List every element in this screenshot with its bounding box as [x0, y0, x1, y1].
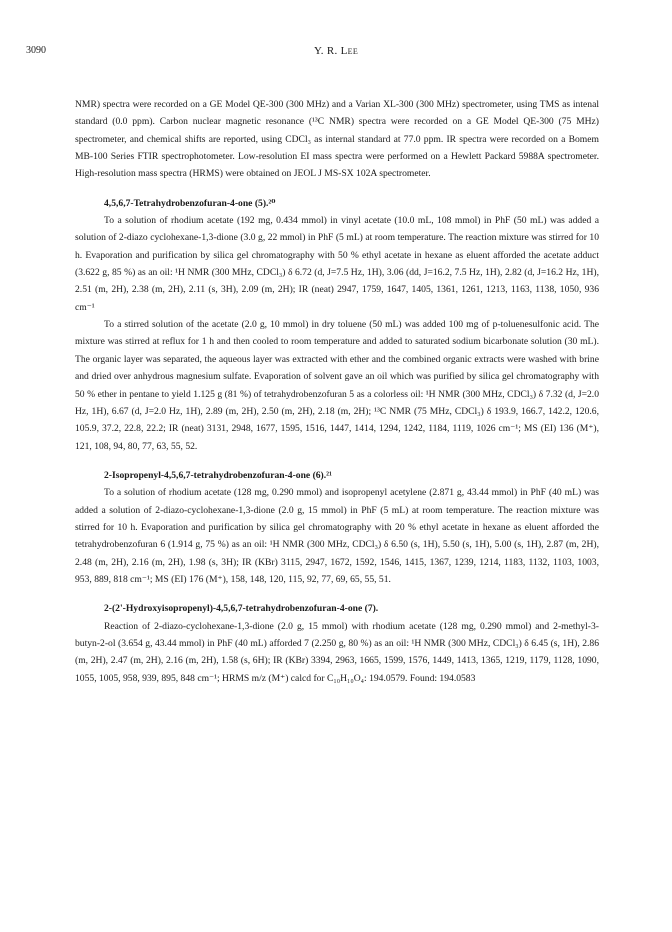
procedure-paragraph: To a solution of rhodium acetate (128 mg, 0.290 mmol) and isopropenyl acetylene (2.871 g, 43.44 mmol) in PhF (40 mL) was added a solution of 2-diazo-cyclohexane-1,3-dione (2.0 g, 15 mmol) in PhF (5 mL) at room temperature. The reaction mixture was stirred for 10 h. Evaporation and purification by silica gel chromatography with 20 % ethyl acetate in hexane as eluent afforded the tetrahydrobenzofuran 6 (1.914 g, 75 %) as an oil: ¹H NMR (300 MHz, CDCl₃) δ 6.50 (s, 1H), 5.50 (s, 1H), 5.00 (s, 1H), 2.87 (m, 2H), 2.48 (m, 2H), 2.16 (m, 2H), 1.98 (s, 3H); IR (KBr) 3115, 2947, 1672, 1592, 1546, 1415, 1367, 1239, 1214, 1183, 1132, 1103, 1003, 953, 889, 818 cm⁻¹; MS (EI) 176 (M⁺), 158, 148, 120, 115, 92, 77, 69, 65, 55, 51.: [75, 487, 599, 585]
procedure-paragraph: Reaction of 2-diazo-cyclohexane-1,3-dione (2.0 g, 15 mmol) with rhodium acetate (128 mg, 0.290 mmol) and 2-methyl-3-butyn-2-ol (3.654 g, 43.44 mmol) in PhF (40 mL) afforded 7 (2.250 g, 80 %) as an oil: ¹H NMR (300 MHz, CDCl₃) δ 6.45 (s, 1H), 2.86 (m, 2H), 2.47 (m, 2H), 2.16 (m, 2H), 1.58 (s, 6H); IR (KBr) 3394, 2963, 1665, 1599, 1576, 1449, 1413, 1365, 1219, 1179, 1128, 1090, 1055, 1005, 958, 939, 895, 848 cm⁻¹; HRMS m/z (M⁺) calcd for C₁₀H₁₀O₄: 194.0579. Found: 194.0583: [75, 620, 599, 684]
section-heading-6: 2-Isopropenyl-4,5,6,7-tetrahydrobenzofuran-4-one (6).²¹: [104, 469, 332, 481]
running-header: [26, 45, 646, 61]
section-heading-7: 2-(2'-Hydroxyisopropenyl)-4,5,6,7-tetrahydrobenzofuran-4-one (7).: [104, 603, 379, 615]
section-heading-5: 4,5,6,7-Tetrahydrobenzofuran-4-one (5).²⁰: [104, 197, 276, 209]
experimental-text: [75, 96, 599, 687]
procedure-paragraph: To a stirred solution of the acetate (2.0 g, 10 mmol) in dry toluene (50 mL) was added 100 mg of p-toluenesulfonic acid. The mixture was stirred at reflux for 1 h and then cooled to room temperature and added to saturated sodium bicarbonate solution (30 mL). The organic layer was separated, the aqueous layer was extracted with ether and the combined organic extracts were washed with brine and dried over anhydrous magnesium sulfate. Evaporation of solvent gave an oil which was purified by silica gel chromatography with 50 % ether in pentane to yield 1.125 g (81 %) of tetrahydrobenzofuran 5 as a colorless oil: ¹H NMR (300 MHz, CDCl₃) δ 7.32 (d, J=2.0 Hz, 1H), 6.67 (d, J=2.0 Hz, 1H), 2.89 (m, 2H), 2.50 (m, 2H), 2.18 (m, 2H); ¹³C NMR (75 MHz, CDCl₃) δ 193.9, 166.7, 142.2, 120.6, 105.9, 37.2, 22.8, 22.2; IR (neat) 3131, 2948, 1677, 1595, 1516, 1447, 1414, 1294, 1242, 1184, 1119, 1026 cm⁻¹; MS (EI) 136 (M⁺), 121, 108, 94, 80, 77, 63, 55, 52.: [75, 319, 599, 452]
procedure-paragraph: To a solution of rhodium acetate (192 mg, 0.434 mmol) in vinyl acetate (10.0 mL, 108 mmol) in PhF (50 mL) was added a solution of 2-diazo cyclohexane-1,3-dione (3.0 g, 22 mmol) in PhF (5 mL) at room temperature. The reaction mixture was stirred for 10 h. Evaporation and purification by silica gel chromatography with 50 % ethyl acetate in hexane as eluent afforded the acetate adduct (3.622 g, 85 %) as an oil: ¹H NMR (300 MHz, CDCl₃) δ 6.72 (d, J=7.5 Hz, 1H), 3.06 (dd, J=16.2, 7.5 Hz, 1H), 2.82 (d, J=16.2 Hz, 1H), 2.51 (m, 2H), 2.38 (m, 2H), 2.11 (s, 3H), 2.09 (m, 2H); IR (neat) 2947, 1759, 1647, 1405, 1361, 1261, 1213, 1163, 1138, 1050, 936 cm⁻¹: [75, 215, 599, 313]
page-number: 3090: [26, 45, 46, 56]
running-author: Y. R. Lee: [313, 45, 359, 57]
intro-paragraph: NMR) spectra were recorded on a GE Model QE-300 (300 MHz) and a Varian XL-300 (300 MHz) spectrometer, using TMS as intenal standard (0.0 ppm). Carbon nuclear magnetic resonance (¹³C NMR) spectra were recorded on a GE Model QE-300 (75 MHz) spectrometer, and chemical shifts are reported, using CDCl₃ as internal standard at 77.0 ppm. IR spectra were recorded on a Bomem MB-100 Series FTIR spectrophotometer. Low-resolution EI mass spectra were performed on a Hewlett Packard 5988A spectrometer. High-resolution mass spectra (HRMS) were obtained on JEOL J MS-SX 102A spectrometer.: [75, 99, 599, 180]
